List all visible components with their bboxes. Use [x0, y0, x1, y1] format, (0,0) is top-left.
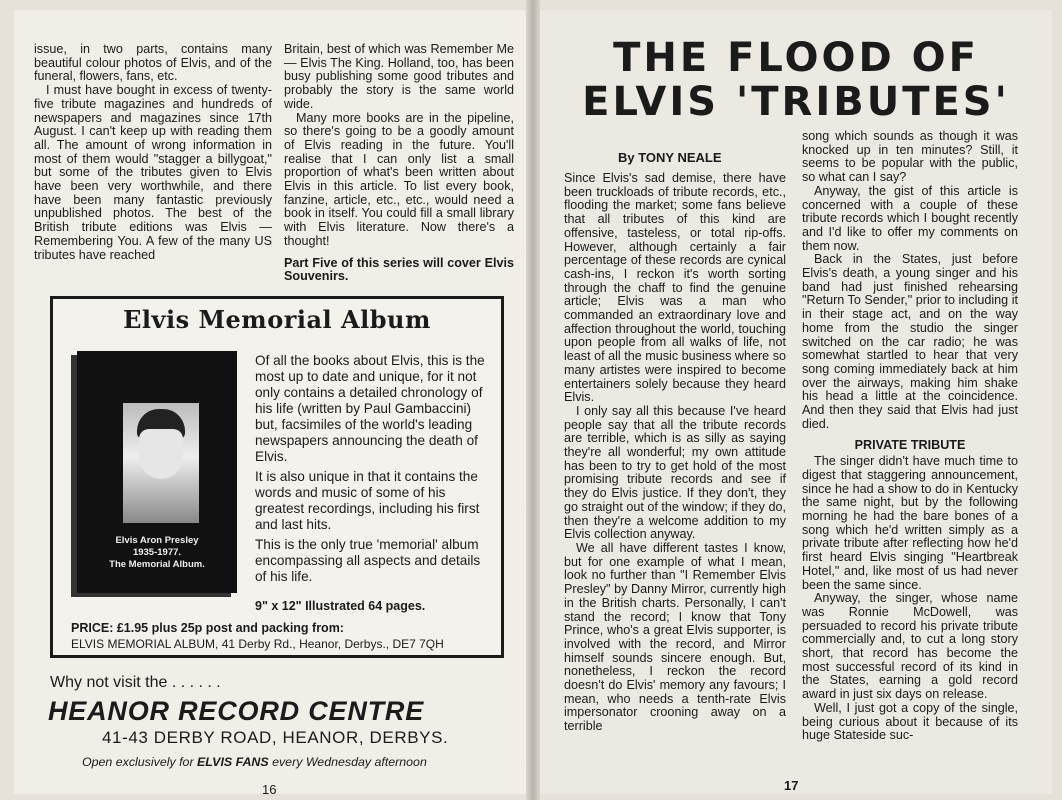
left-column-1 [34, 43, 272, 262]
ad-description [255, 353, 485, 589]
paragraph: The singer didn't have much time to digest that staggering announcement, since he had a show to do in Kentucky the same night, but by the following morning he had the bare bones of a song which he'd written simply as a private tribute after reflecting how he'd first heard Elvis singing "Heartbreak Hotel," and, like most of us had never been the same since. [802, 454, 1018, 592]
paragraph: Anyway, the singer, whose name was Ronnie McDowell, was persuaded to record his private tribute commercially and, to cut a long story short, that record has become the most successful record of its kind in the States, earning a gold record award in just six days on release. [802, 591, 1018, 702]
store-hours-bold: ELVIS FANS [197, 755, 269, 769]
memorial-album-ad [50, 296, 504, 658]
subheading: PRIVATE TRIBUTE [854, 438, 966, 453]
ad-title: Elvis Memorial Album [123, 305, 431, 334]
store-hours-prefix: Open exclusively for [82, 755, 194, 769]
paragraph: Many more books are in the pipeline, so there's going to be a goodly amount of Elvis reading in the future. You'll realise that I can only list a small proportion of what's been written about Elvis in this article. To list every book, fanzine, article, etc., etc., would need a book in itself. You could fill a small library with Elvis literature. Now there's a thought! [284, 110, 514, 248]
ad-paragraph: Of all the books about Elvis, this is the most up to date and unique, for it not only contains a detailed chronology of his life (written by Paul Gambaccini) but, facsimiles of the world's leading newspapers announcing the death of Elvis. [255, 353, 485, 464]
book-cover-image [77, 351, 237, 593]
ad-book-size: 9" x 12" Illustrated 64 pages. [255, 599, 426, 613]
store-hours-suffix: every Wednesday afternoon [272, 755, 427, 769]
store-hours [82, 755, 427, 769]
paragraph: issue, in two parts, contains many beautiful colour photos of Elvis, and of the funeral, flowers, fans, etc. [34, 42, 272, 84]
store-name: HEANOR RECORD CENTRE [48, 696, 425, 726]
right-column-2 [802, 130, 1018, 743]
store-visit-line: Why not visit the . . . . . . [50, 674, 221, 691]
left-page [14, 10, 526, 797]
paragraph: Since Elvis's sad demise, there have been truckloads of tribute records, etc., flooding the market; some fans believe that all tributes of this kind are offensive, tasteless, or total rip-offs. However, although certainly a fair percentage of these records are cynical cash-ins, I reckon it's worth sorting through the chaff to find the genuine article; Elvis was a man who commanded an extraordinary love and affection throughout the world, touching upon people from all walks of life, not least of all the music business where so many artistes were inspired to become entertainers solely because they heard Elvis. [564, 171, 786, 405]
paragraph: Back in the States, just before Elvis's death, a young singer and his band had just finished rehearsing "Return To Sender," prior to including it in their stage act, and on the way home from the studio the singer switched on the car radio; he was somewhat startled to hear that very song coming immediately back at him over the airways, making him shake his head a little at the coincidence. And then they said that Elvis had just died. [802, 252, 1018, 431]
left-column-2 [284, 43, 514, 284]
ad-paragraph: This is the only true 'memorial' album encompassing all aspects and details of his life. [255, 537, 481, 584]
paragraph: Anyway, the gist of this article is concerned with a couple of these tribute records which I bought recently and I'd like to offer my comments on them now. [802, 183, 1018, 253]
ad-price: PRICE: £1.95 plus 25p post and packing from: [71, 621, 344, 635]
paragraph: song which sounds as though it was knocked up in ten minutes? Still, it seems to be popular with the public, so what can I say? [802, 129, 1018, 185]
page-number: 17 [784, 778, 799, 793]
elvis-portrait-image [123, 403, 199, 523]
ad-address: ELVIS MEMORIAL ALBUM, 41 Derby Rd., Heanor, Derbys., DE7 7QH [71, 637, 444, 651]
paragraph: Britain, best of which was Remember Me — Elvis The King. Holland, too, has been busy publishing some good tributes and probably the story is the same world wide. [284, 42, 514, 111]
book-cover-subtitle: The Memorial Album. [109, 559, 205, 570]
paragraph: We all have different tastes I know, but for one example of what I mean, look no further than "I Remember Elvis Presley" by Danny Mirror, currently high in the British charts. Personally, I can't stand the record; I know that Tony Prince, who's a great Elvis supporter, is involved with the record, and Mirror himself sounds sincere enough. But, nonetheless, I reckon the record doesn't do Elvis' memory any favours; I mean, who needs a tenth-rate Elvis impersonator crooning away on a terrible [564, 540, 786, 734]
headline-line-1: THE FLOOD OF [613, 35, 979, 81]
page-number: 16 [262, 782, 277, 797]
book-cover-years: 1935-1977. [132, 547, 182, 558]
paragraph: I must have bought in excess of twenty-five tribute magazines and hundreds of newspapers and magazines since 17th August. I can't keep up with reading them all. The amount of wrong information in most of them would "stagger a billygoat," but some of the tributes given to Elvis have been very worthwhile, and there have been many fantastic previously unpublished photos. The best of the British tribute editions was Elvis — Remembering You. A few of the many US tributes have reached [34, 83, 272, 262]
book-cover-title: Elvis Aron Presley [115, 535, 199, 546]
byline: By TONY NEALE [618, 150, 722, 165]
store-address: 41-43 DERBY ROAD, HEANOR, DERBYS. [102, 728, 449, 747]
series-note: Part Five of this series will cover Elvis Souvenirs. [284, 255, 514, 284]
book-gutter [526, 0, 540, 800]
right-column-1 [564, 172, 786, 734]
paragraph: I only say all this because I've heard people say that all the tribute records are terrible, which is as silly as saying they're all wonderful; my own attitude has been to try to get hold of the most promising tribute records and see if they do Elvis justice. If they don't, they go straight out of the window; if they do, then they're a welcome addition to my Elvis collection anyway. [564, 403, 786, 542]
headline-line-2: ELVIS 'TRIBUTES' [582, 79, 1010, 125]
ad-paragraph: It is also unique in that it contains the words and music of some of his greatest recordings, including his first and last hits. [255, 469, 480, 532]
right-page [540, 10, 1052, 794]
paragraph: Well, I just got a copy of the single, being curious about it because of its huge Stateside suc- [802, 700, 1018, 743]
headline [540, 36, 1052, 124]
